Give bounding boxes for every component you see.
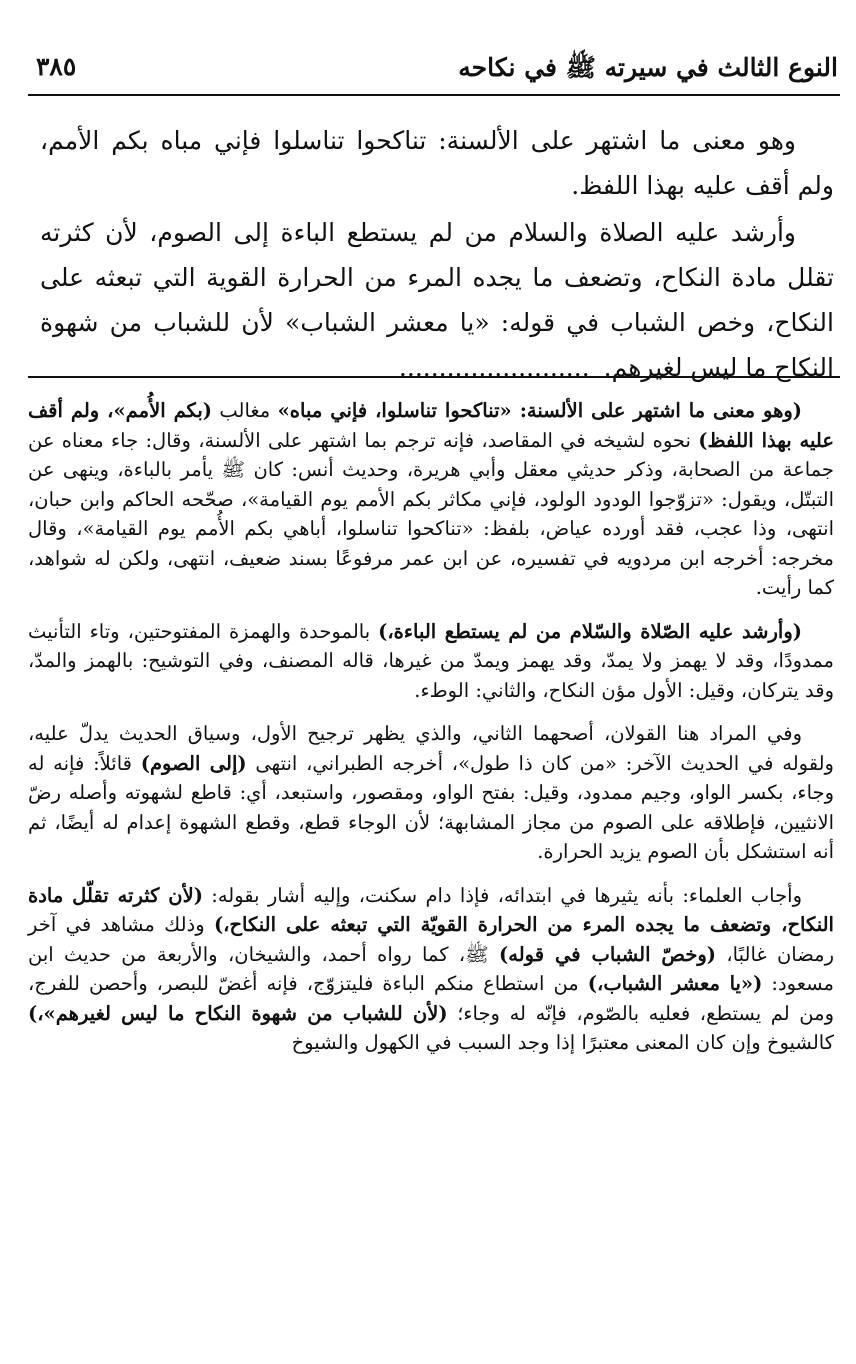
main-text-paragraph-2 <box>40 210 834 390</box>
text-run: مغالب <box>211 399 278 422</box>
bold-run: (إلى الصوم) <box>140 751 247 775</box>
commentary-paragraph-4 <box>28 881 834 1058</box>
text-run: كالشيوخ وإن كان المعنى معتبرًا إذا وجد السبب في الكهول والشيوخ <box>291 1031 834 1054</box>
text-run: من استطاع منكم الباءة فليتزوّج، فإنه أغضّ للبصر، وأحصن للفرج، ومن لم يستطع، فعليه بالصّوم، فإنّه له وجاء؛ <box>28 972 835 1025</box>
page-number: ٣٨٥ <box>36 52 77 81</box>
main-text-paragraph-1: وهو معنى ما اشتهر على الألسنة: تناكحوا تناسلوا فإني مباه بكم الأمم، ولم أقف عليه بهذا اللفظ. <box>40 126 834 200</box>
text-run: وذلك مشاهد في آخر رمضان غالبًا، <box>28 913 834 966</box>
running-header <box>30 48 838 88</box>
text-run: قائلاً: فإنه له وجاء، بكسر الواو، وجيم ممدود، وقيل: بفتح الواو، ومقصور، واستبعد، أي: قاطع لشهوته وأصله رضّ الانثيين، فإطلاقه على الصوم من مجاز المشابهة؛ لأن الوجاء قطع، وقطع الشهوة إعدام له أيضًا، ثم أنه استشكل بأن الصوم يزيد الحرارة. <box>28 751 834 863</box>
main-text <box>40 118 834 390</box>
text-run: وفي المراد هنا القولان، أصحهما الثاني، والذي يظهر ترجيح الأول، وسياق الحديث يدلّ عليه، ولقوله في الحديث الآخر: «من كان ذا طول»، أخرجه الطبراني، انتهى <box>28 722 834 775</box>
bold-run: (وهو معنى ما اشتهر على الألسنة: «تناكحوا تناسلوا، فإني مباه» <box>277 399 803 422</box>
text-run: نحوه لشيخه في المقاصد، فإنه ترجم بما اشتهر على الألسنة، وقال: جاء معناه عن جماعة من الصحابة، وذكر حديثي معقل وأبي هريرة، وحديث أنس: كان ﷺ يأمر بالباءة، وينهى عن التبتّل، ويقول: «تزوّجوا الودود الولود، فإني مكاثر بكم الأمم يوم القيامة»، صحّحه الحاكم وابن حبان، انتهى، وذا عجب، فقد أورده عياض، بلفظ: «تناكحوا تناسلوا، أباهي بكم الأُمم يوم القيامة»، وقال مخرجه: أخرجه ابن مردويه في تفسيره، عن ابن عمر مرفوعًا بسند ضعيف، انتهى، ولكن له شواهد، كما رأيت. <box>28 428 834 599</box>
commentary-paragraph-2 <box>28 617 834 706</box>
header-rule <box>28 94 840 96</box>
chapter-title: النوع الثالث في سيرته ﷺ في نكاحه <box>458 53 838 82</box>
text-run: ﷺ، كما رواه أحمد، والشيخان، والأربعة من حديث ابن مسعود: <box>28 942 834 995</box>
bold-run: (وخصّ الشباب في قوله) <box>499 942 717 966</box>
bold-run: (لأن كثرته تقلّل مادة النكاح، وتضعف ما يجده المرء من الحرارة القويّة التي تبعثه على النكاح،) <box>28 883 834 936</box>
continuation-dots: ........................ <box>398 353 590 382</box>
commentary-separator <box>28 376 840 378</box>
commentary-text <box>28 396 834 1070</box>
text-run: وأجاب العلماء: بأنه يثيرها في ابتدائه، فإذا دام سكنت، وإليه أشار بقوله: <box>202 883 802 907</box>
text-run: بالموحدة والهمزة المفتوحتين، وتاء التأنيث ممدودًا، وقد لا يهمز ولا يمدّ، وقد يهمز ويمدّ من غيرها، قاله المصنف، وفي التوشيح: بالهمز والمدّ، وقد يتركان، وقيل: الأول مؤن النكاح، والثاني: الوطء. <box>28 619 834 702</box>
commentary-paragraph-1 <box>28 396 834 603</box>
main-text-paragraph-2-body: وأرشد عليه الصلاة والسلام من لم يستطع الباءة إلى الصوم، لأن كثرته تقلل مادة النكاح، وتضعف ما يجده المرء من الحرارة القوية التي تبعثه على النكاح، وخص الشباب في قوله: «يا معشر الشباب» لأن للشباب من شهوة النكاح ما ليس لغيرهم. <box>40 218 834 382</box>
bold-run: («يا معشر الشباب،) <box>587 972 763 995</box>
commentary-paragraph-3 <box>28 719 834 867</box>
bold-run: (لأن للشباب من شهوة النكاح ما ليس لغيرهم»،) <box>28 1001 448 1025</box>
bold-run: (وأرشد عليه الصّلاة والسّلام من لم يستطع الباءة،) <box>378 619 802 643</box>
bold-run: (بكم الأُمم»، ولم أقف عليه بهذا اللفظ) <box>28 399 834 452</box>
